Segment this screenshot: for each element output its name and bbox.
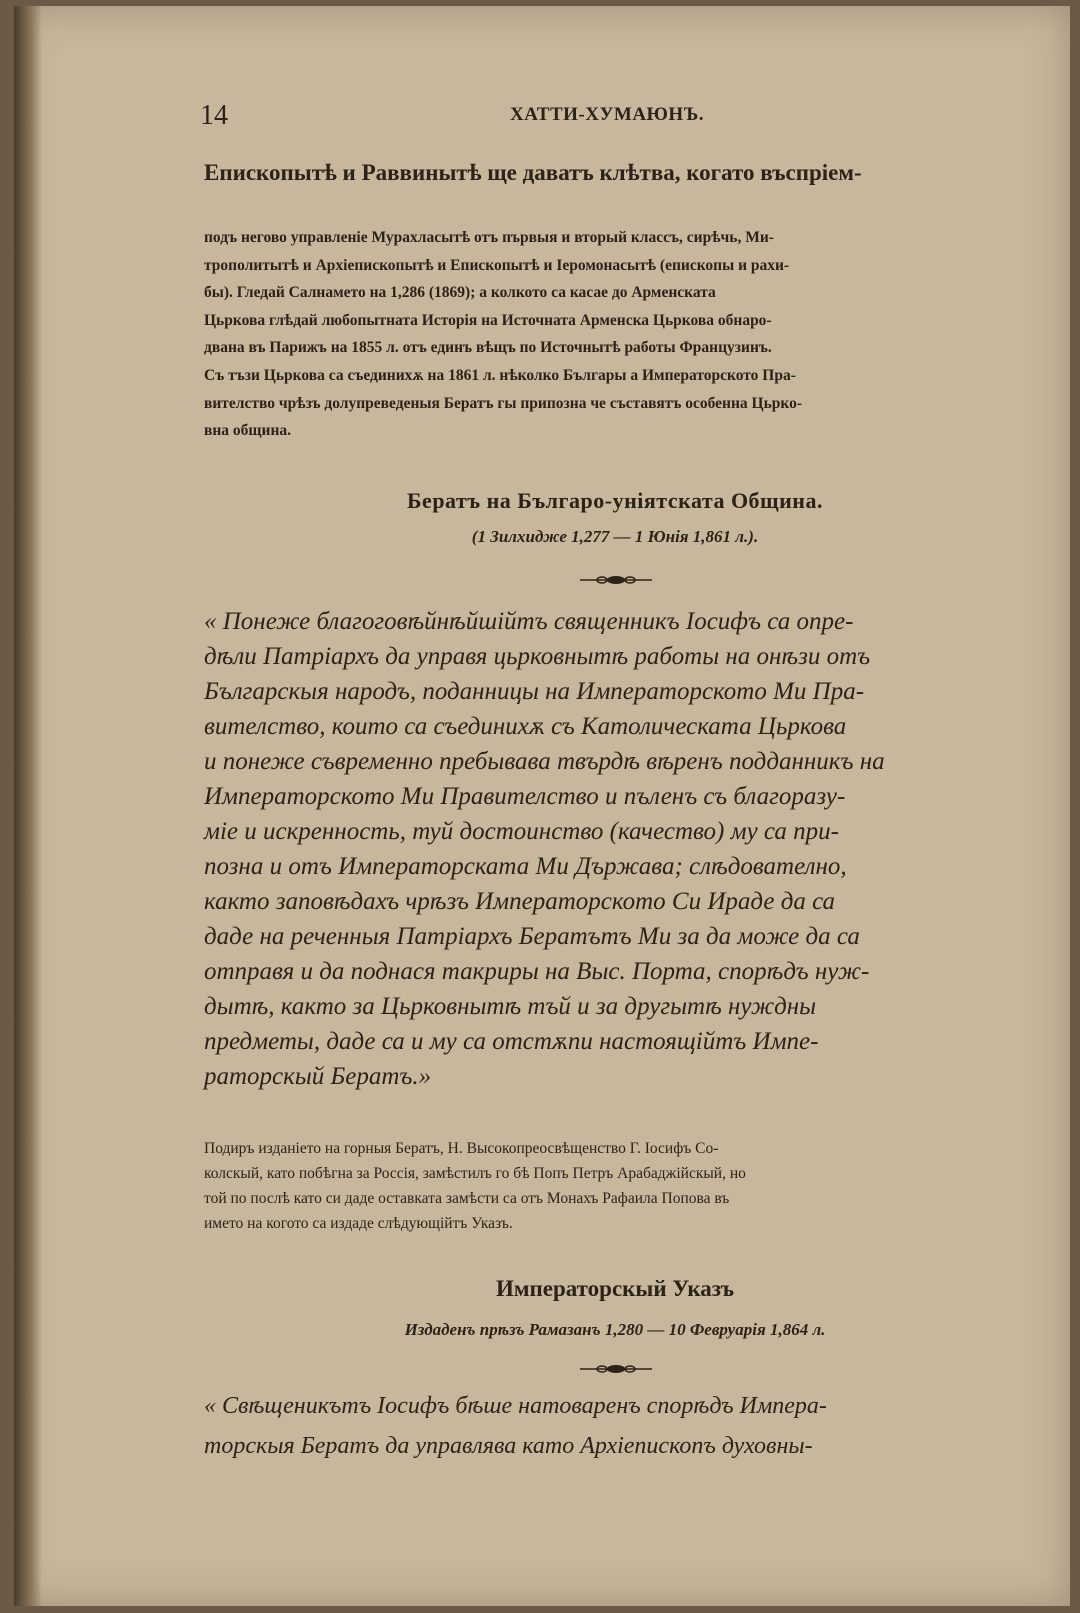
quote-line: позна и отъ Императорската Ми Държава; слѣдователно,	[204, 853, 847, 880]
footnote-line: двана въ Парижъ на 1855 л. отъ единъ вѣщъ по Источнытѣ работы Французинъ.	[204, 339, 772, 357]
ornament-divider-icon	[576, 573, 656, 587]
footnote	[204, 224, 1026, 445]
quote-line: міе и искренность, туй достоинство (качество) му са при-	[204, 818, 839, 845]
quote-line: дытѣ, както за Цьрковнытѣ тъй и за другытѣ нуждны	[204, 993, 817, 1020]
ukaz-date: Издаденъ прѣзъ Рамазанъ 1,280 — 10 Февруарія 1,864 л.	[404, 1320, 826, 1339]
note-line: Подиръ изданіето на горныя Бератъ, Н. Высокопреосвѣщенство Г. Іосифъ Со-	[204, 1140, 719, 1157]
quote-line: и понеже съвременно пребывава твърдѣ вѣренъ подданникъ на	[204, 748, 885, 775]
page-header	[190, 100, 1032, 130]
ornament-divider-icon	[576, 1362, 656, 1376]
quote-line: Българскыя народъ, поданницы на Императорското Ми Пра-	[204, 678, 865, 705]
ukaz-heading: Императорскый Указъ	[495, 1276, 735, 1301]
quote-line: отправя и да поднася такриры на Выс. Порта, спорѣдъ нуж-	[204, 958, 870, 985]
note-line: колскый, като побѣгна за Россія, замѣстилъ го бѣ Попъ Петръ Арабаджійскый, но	[204, 1165, 746, 1182]
book-spine-shadow	[14, 6, 42, 1606]
ukaz-quote	[204, 1386, 1026, 1466]
page-number: 14	[200, 100, 228, 131]
footnote-line: Съ тъзи Цьркова са съединихѫ на 1861 л. нѣколко Българы а Императорското Пра-	[204, 366, 796, 384]
note-line: той по послѣ като си даде оставката замѣсти са отъ Монахъ Рафаила Попова въ	[204, 1190, 730, 1207]
quote-line: както заповѣдахъ чрѣзъ Императорското Си Ираде да са	[204, 888, 836, 915]
quote-line: раторскый Бератъ.»	[204, 1063, 432, 1090]
berat-quote	[204, 604, 1026, 1094]
footnote-line: подъ негово управленіе Мурахласытѣ отъ първыя и вторый классъ, сирѣчь, Ми-	[204, 229, 774, 246]
quote-line: даде на реченныя Патріархъ Бератътъ Ми за да може да са	[204, 923, 860, 950]
footnote-line: бы). Гледай Салнамето на 1,286 (1869); а колкото са касае до Арменската	[204, 284, 716, 302]
quote-line: Императорското Ми Правителство и пъленъ съ благоразу-	[204, 783, 846, 810]
berat-date: (1 Зилхидже 1,277 — 1 Юнія 1,861 л.).	[471, 527, 759, 546]
quote-line: дѣли Патріархъ да управя цьрковнытѣ работы на онѣзи отъ	[204, 643, 871, 670]
berat-heading: Бератъ на Българо-уніятската Община.	[407, 488, 823, 513]
footnote-line: вна община.	[204, 422, 291, 440]
quote-line: « Свѣщеникътъ Іосифъ бѣше натоваренъ спорѣдъ Импера-	[204, 1393, 827, 1419]
footnote-line: вителство чрѣзъ долупреведеныя Бератъ гы припозна че съставятъ особенна Цьрко-	[204, 394, 803, 412]
footnote-line: Цьркова глѣдай любопытната Исторія на Источната Арменска Цьркова обнаро-	[204, 311, 772, 329]
continued-text-line: Епископытѣ и Раввинытѣ ще даватъ клѣтва, когато въспріем-	[204, 160, 862, 185]
quote-line: вителство, които са съединихѫ съ Католическата Цьркова	[204, 713, 847, 740]
note-line: името на когото са издаде слѣдующійтъ Указъ.	[204, 1215, 513, 1232]
book-page	[14, 6, 1070, 1606]
running-title: ХАТТИ-ХУМАЮНЪ.	[510, 104, 705, 125]
quote-line: предметы, даде са и му са отстѫпи настоящійтъ Импе-	[204, 1028, 819, 1055]
quote-line: « Понеже благоговѣйнѣйшійтъ священникъ Іосифъ са опре-	[204, 608, 854, 635]
historical-note	[204, 1136, 1026, 1236]
footnote-line: трополитытѣ и Архіепископытѣ и Епископытѣ и Іеромонасытѣ (епископы и рахи-	[204, 256, 790, 274]
quote-line: торскыя Бератъ да управлява като Архіепископъ духовны-	[204, 1433, 813, 1459]
